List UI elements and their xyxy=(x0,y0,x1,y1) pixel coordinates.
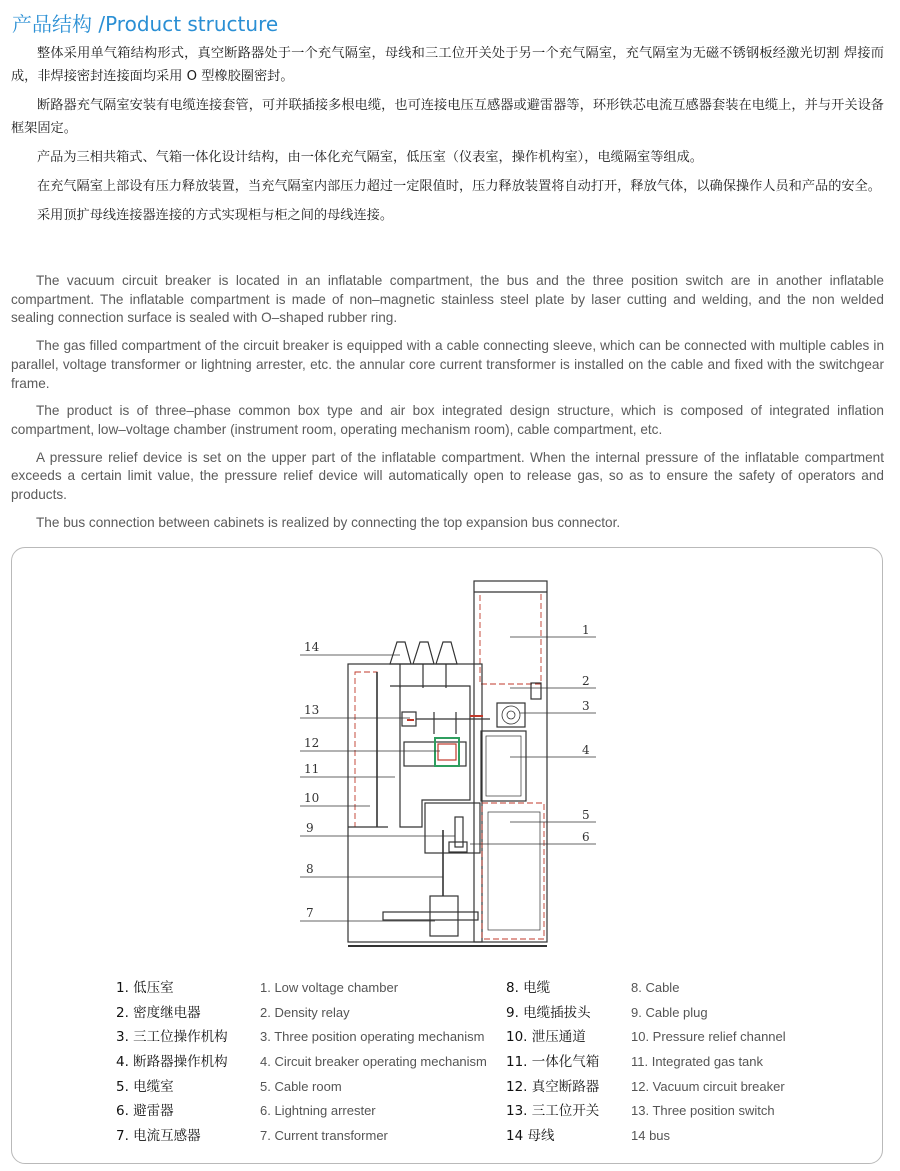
callout-8: 8 xyxy=(306,862,314,876)
legend-item: 8. 电缆 xyxy=(506,980,551,996)
bus-bushings xyxy=(390,642,457,688)
legend-item: 13. Three position switch xyxy=(631,1103,775,1119)
callout-7: 7 xyxy=(306,906,314,920)
callout-10: 10 xyxy=(304,791,320,805)
legend-item: 11. 一体化气箱 xyxy=(506,1054,600,1071)
legend-item: 5. 电缆室 xyxy=(116,1078,174,1095)
legend-left-en xyxy=(260,976,487,1149)
breaker-operating-mechanism xyxy=(481,731,526,801)
legend-item: 13. 三工位开关 xyxy=(506,1103,600,1120)
callout-11: 11 xyxy=(304,762,320,776)
en-paragraph: The gas filled compartment of the circuit breaker is equipped with a cable connecting sleeve, which can be connected with multiple cables in parallel, voltage transformer or lightning arrester, etc. the annular core current transformer is installed on the cable and fixed with the switchgear frame. xyxy=(11,338,884,391)
legend-item: 4. Circuit breaker operating mechanism xyxy=(260,1054,487,1070)
legend-item: 14 bus xyxy=(631,1128,671,1144)
cn-paragraph: 整体采用单气箱结构形式，真空断路器处于一个充气隔室，母线和三工位开关处于另一个充气隔室，充气隔室为无磁不锈钢板经激光切割 焊接而成，非焊接密封连接面均采用 O 型橡胶圈密封。 xyxy=(11,46,884,84)
legend-item: 6. Lightning arrester xyxy=(260,1103,376,1119)
legend-item: 9. Cable plug xyxy=(631,1004,708,1020)
cn-paragraph: 在充气隔室上部设有压力释放装置，当充气隔室内部压力超过一定限值时，压力释放装置将自动打开，释放气体，以确保操作人员和产品的安全。 xyxy=(37,179,881,194)
three-position-mechanism xyxy=(497,703,525,727)
legend-item: 1. 低压室 xyxy=(116,980,174,996)
callout-13: 13 xyxy=(304,703,320,717)
en-paragraph: The vacuum circuit breaker is located in an inflatable compartment, the bus and the three position switch are in another inflatable compartment. The inflatable compartment is made of non–magnetic stainless steel plate by laser cutting and welding, and the non welded sealing connection surface is sealed with O–shaped rubber ring. xyxy=(11,273,884,326)
callout-6: 6 xyxy=(582,830,590,844)
legend-item: 5. Cable room xyxy=(260,1078,342,1094)
legend-left-cn xyxy=(116,976,228,1149)
legend-item: 9. 电缆插拔头 xyxy=(506,1004,591,1021)
legend-item: 7. 电流互感器 xyxy=(116,1128,201,1145)
en-paragraph: The product is of three–phase common box type and air box integrated design structure, which is composed of integrated inflation compartment, low–voltage chamber (instrument room, operating mechanism room), cable compartment, etc. xyxy=(11,403,884,437)
callout-3: 3 xyxy=(582,699,590,713)
current-transformer xyxy=(430,896,458,936)
callout-12: 12 xyxy=(304,736,320,750)
legend-item: 12. 真空断路器 xyxy=(506,1078,600,1095)
legend-right-cn xyxy=(506,976,599,1149)
callout-9: 9 xyxy=(306,821,314,835)
cn-paragraph: 产品为三相共箱式、气箱一体化设计结构，由一体化充气隔室，低压室（仪表室，操作机构室），电缆隔室等组成。 xyxy=(37,150,703,165)
legend-item: 3. 三工位操作机构 xyxy=(116,1029,228,1046)
density-relay xyxy=(531,683,541,699)
legend-item: 1. Low voltage chamber xyxy=(260,980,399,995)
legend-item: 10. Pressure relief channel xyxy=(631,1029,786,1045)
callout-14: 14 xyxy=(304,640,320,654)
legend-item: 10. 泄压通道 xyxy=(506,1029,586,1046)
legend-item: 4. 断路器操作机构 xyxy=(116,1054,228,1071)
callout-1: 1 xyxy=(582,623,590,637)
legend-item: 8. Cable xyxy=(631,980,680,995)
cn-paragraph: 采用顶扩母线连接器连接的方式实现柜与柜之间的母线连接。 xyxy=(37,208,394,223)
en-paragraph: A pressure relief device is set on the upper part of the inflatable compartment. When the internal pressure of the inflatable compartment exceeds a certain limit value, the pressure relief device will automatically open to release gas, so as to ensure the safety of operators and products. xyxy=(11,449,884,503)
legend-item: 6. 避雷器 xyxy=(116,1103,174,1120)
cn-paragraph: 断路器充气隔室安装有电缆连接套管，可并联插接多根电缆，也可连接电压互感器或避雷器等，环形铁芯电流互感器套装在电缆上，并与开关设备框架固定。 xyxy=(11,98,884,136)
legend-item: 2. 密度继电器 xyxy=(116,1004,201,1021)
callout-2: 2 xyxy=(582,674,590,688)
low-voltage-chamber xyxy=(474,581,547,942)
en-paragraph: The bus connection between cabinets is realized by connecting the top expansion bus connector. xyxy=(36,514,621,530)
legend-right-en xyxy=(631,976,786,1149)
cable-room xyxy=(482,803,544,939)
legend-item: 3. Three position operating mechanism xyxy=(260,1029,485,1045)
legend-item: 11. Integrated gas tank xyxy=(631,1054,764,1070)
legend-item: 7. Current transformer xyxy=(260,1128,388,1144)
legend-item: 12. Vacuum circuit breaker xyxy=(631,1078,785,1094)
page-title: 产品结构 /Product structure xyxy=(12,12,279,36)
legend-item: 14 母线 xyxy=(506,1128,555,1145)
legend-item: 2. Density relay xyxy=(260,1004,350,1020)
callout-5: 5 xyxy=(582,808,590,822)
callout-4: 4 xyxy=(582,743,590,757)
pressure-relief-channel xyxy=(355,672,377,827)
